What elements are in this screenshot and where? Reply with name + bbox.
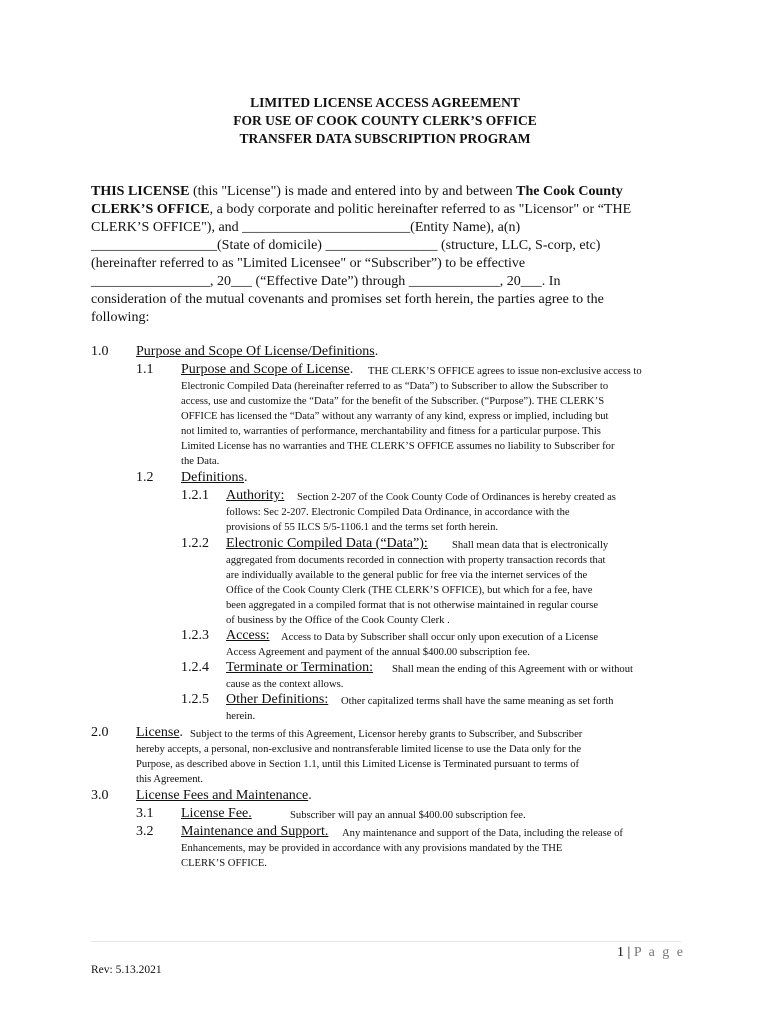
definition-data-line-3: are individually available to the general public for free via the internet services of the <box>226 570 588 581</box>
page-number <box>617 945 685 961</box>
subsection-heading-text: Purpose and Scope of License <box>181 362 350 377</box>
definition-access-heading: Access: <box>226 628 270 643</box>
intro-line-5: (hereinafter referred to as "Limited Licensee" or “Subscriber”) to be effective <box>91 256 526 271</box>
intro-line-3: CLERK’S OFFICE"), and ________________________(Entity Name), a(n) <box>91 220 521 235</box>
definition-number: 1.2.3 <box>181 628 209 643</box>
paragraph-1-1-line-2: Electronic Compiled Data (hereinafter referred to as “Data”) to Subscriber to allow the Subscriber to <box>181 381 609 392</box>
intro-party: The Cook County <box>516 184 623 199</box>
section-number: 2.0 <box>91 725 109 740</box>
section-2-line-1: Subject to the terms of this Agreement, Licensor hereby grants to Subscriber, and Subscriber <box>190 729 583 740</box>
title-line-1: LIMITED LICENSE ACCESS AGREEMENT <box>250 95 520 110</box>
definition-number: 1.2.5 <box>181 692 209 707</box>
definition-authority-line-3: provisions of 55 ILCS 5/5-1106.1 and the terms set forth herein. <box>226 522 499 533</box>
paragraph-1-1-line-1: THE CLERK’S OFFICE agrees to issue non-exclusive access to <box>368 366 642 377</box>
section-heading-text: License Fees and Maintenance <box>136 788 309 803</box>
subsection-number: 3.2 <box>136 824 154 839</box>
title-line-3: TRANSFER DATA SUBSCRIPTION PROGRAM <box>239 131 531 146</box>
intro-party-cont: CLERK’S OFFICE <box>91 202 210 217</box>
definition-data-heading: Electronic Compiled Data (“Data”): <box>226 536 428 551</box>
subsection-number: 1.2 <box>136 470 154 485</box>
subsection-3-1-heading: License Fee. <box>181 806 252 821</box>
definition-data-line-6: of business by the Office of the Cook County Clerk . <box>226 615 450 626</box>
intro-text: , a body corporate and politic hereinafter referred to as "Licensor" or “THE <box>209 202 632 217</box>
definition-access-line-1: Access to Data by Subscriber shall occur only upon execution of a License <box>281 632 599 643</box>
footer-divider <box>91 941 681 942</box>
subsection-3-2-heading: Maintenance and Support. <box>181 824 329 839</box>
section-heading-text: Purpose and Scope Of License/Definitions <box>136 344 375 359</box>
definition-other-line-1: Other capitalized terms shall have the same meaning as set forth <box>341 696 614 707</box>
intro-lead: THIS LICENSE <box>91 184 190 199</box>
definition-data-line-5: been aggregated in a compiled format that is not otherwise maintained in regular course <box>226 600 599 611</box>
subsection-3-2-line-3: CLERK’S OFFICE. <box>181 858 267 869</box>
section-1-heading: Purpose and Scope Of License/Definitions. <box>136 344 379 359</box>
subsection-1-2-heading: Definitions. <box>181 470 248 485</box>
paragraph-1-1-line-4: OFFICE has licensed the “Data” without any warranty of any kind, express or implied, including but <box>181 411 609 422</box>
section-2-line-4: this Agreement. <box>136 774 204 785</box>
revision-date: Rev: 5.13.2021 <box>91 964 162 976</box>
intro-line-4: __________________(State of domicile) ________________ (structure, LLC, S-corp, etc) <box>91 238 601 253</box>
section-number: 1.0 <box>91 344 109 359</box>
definition-authority-line-1: Section 2-207 of the Cook County Code of Ordinances is hereby created as <box>297 492 616 503</box>
paragraph-1-1-line-3: access, use and customize the “Data” for the benefit of the Subscriber. (“Purpose”). THE CLERK’S <box>181 396 605 407</box>
definition-authority-heading: Authority: <box>226 488 285 503</box>
section-3-heading: License Fees and Maintenance. <box>136 788 312 803</box>
subsection-3-1-text: Subscriber will pay an annual $400.00 subscription fee. <box>290 810 526 821</box>
section-heading-text: License <box>136 725 180 740</box>
intro-line-6: _________________, 20___ (“Effective Date”) through _____________, 20___. In <box>91 274 561 289</box>
section-2-line-3: Purpose, as described above in Section 1.1, until this Limited License is Terminated pursuant to terms of <box>136 759 580 770</box>
title-line-2: FOR USE OF COOK COUNTY CLERK’S OFFICE <box>233 113 537 128</box>
page-separator: | <box>624 945 634 960</box>
definition-number: 1.2.2 <box>181 536 209 551</box>
subsection-number: 3.1 <box>136 806 154 821</box>
definition-authority-line-2: follows: Sec 2-207. Electronic Compiled Data Ordinance, in accordance with the <box>226 507 570 518</box>
definition-access-line-2: Access Agreement and payment of the annual $400.00 subscription fee. <box>226 647 530 658</box>
intro-line-1 <box>91 183 673 201</box>
paragraph-1-1-line-6: Limited License has no warranties and THE CLERK’S OFFICE assumes no liability to Subscriber for <box>181 441 615 452</box>
definition-termination-heading: Terminate or Termination: <box>226 660 374 675</box>
subsection-3-2-line-2: Enhancements, may be provided in accordance with any provisions mandated by the THE <box>181 843 563 854</box>
definition-termination-line-1: Shall mean the ending of this Agreement with or without <box>392 664 633 675</box>
paragraph-1-1-line-5: not limited to, warranties of performance, merchantability and fitness for a particular purpose. This <box>181 426 601 437</box>
section-2-line-2: hereby accepts, a personal, non-exclusive and nontransferable limited license to use the Data only for the <box>136 744 582 755</box>
page-label: P a g e <box>633 945 686 960</box>
subsection-number: 1.1 <box>136 362 154 377</box>
definition-other-heading: Other Definitions: <box>226 692 329 707</box>
subsection-heading-text: Definitions <box>181 470 244 485</box>
definition-other-line-2: herein. <box>226 711 256 722</box>
definition-number: 1.2.1 <box>181 488 209 503</box>
definition-data-line-2: aggregated from documents recorded in connection with property transaction records that <box>226 555 606 566</box>
definition-termination-line-2: cause as the context allows. <box>226 679 344 690</box>
definition-data-line-1: Shall mean data that is electronically <box>452 540 609 551</box>
paragraph-1-1-line-7: the Data. <box>181 456 220 467</box>
intro-line-2 <box>91 201 673 219</box>
intro-text: (this "License") is made and entered into by and between <box>189 184 517 199</box>
intro-line-8: following: <box>91 310 150 325</box>
definition-data-line-4: Office of the Cook County Clerk (THE CLERK’S OFFICE), but which for a fee, have <box>226 585 593 596</box>
section-2-heading: License. <box>136 725 184 740</box>
intro-line-7: consideration of the mutual covenants and promises set forth herein, the parties agree to the <box>91 292 604 307</box>
subsection-1-1-heading: Purpose and Scope of License. <box>181 362 354 377</box>
page-number-value: 1 <box>617 945 624 960</box>
subsection-3-2-line-1: Any maintenance and support of the Data, including the release of <box>342 828 623 839</box>
definition-number: 1.2.4 <box>181 660 209 675</box>
section-number: 3.0 <box>91 788 109 803</box>
